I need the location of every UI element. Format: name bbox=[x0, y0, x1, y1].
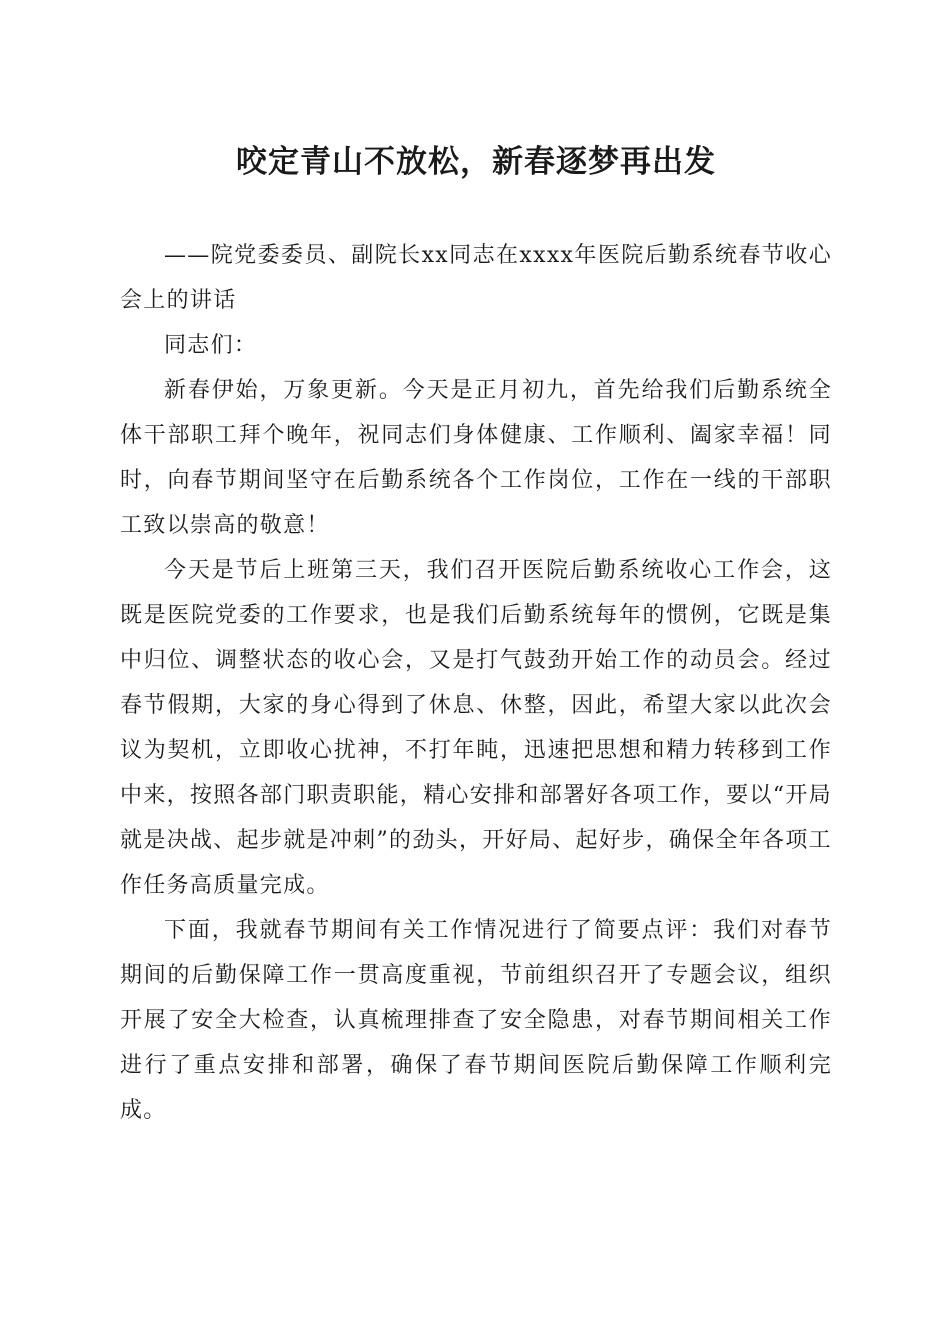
salutation: 同志们： bbox=[164, 333, 258, 358]
subtitle: ——院党委委员、副院长xx同志在xxxx年医院后勤系统春节收心会上的讲话 bbox=[120, 243, 832, 313]
paragraph: 今天是节后上班第三天，我们召开医院后勤系统收心工作会，这既是医院党委的工作要求，也是我们后勤系统每年的惯例，它既是集中归位、调整状态的收心会，又是打气鼓劲开始工作的动员会。经过春节假期，大家的身心得到了休息、休整，因此，希望大家以此次会议为契机，立即收心扰神，不打年盹，迅速把思想和精力转移到工作中来，按照各部门职责职能，精心安排和部署好各项工作，要以“开局就是决战、起步就是冲刺”的劲头，开好局、起好步，确保全年各项工作任务高质量完成。 bbox=[120, 558, 832, 898]
document-body bbox=[120, 233, 832, 1133]
paragraph: 下面，我就春节期间有关工作情况进行了简要点评：我们对春节期间的后勤保障工作一贯高度重视，节前组织召开了专题会议，组织开展了安全大检查，认真梳理排查了安全隐患，对春节期间相关工作进行了重点安排和部署，确保了春节期间医院后勤保障工作顺利完成。 bbox=[120, 918, 832, 1123]
paragraph: 新春伊始，万象更新。今天是正月初九，首先给我们后勤系统全体干部职工拜个晚年，祝同志们身体健康、工作顺利、阖家幸福！同时，向春节期间坚守在后勤系统各个工作岗位，工作在一线的干部职工致以崇高的敬意！ bbox=[120, 378, 832, 538]
document-page bbox=[120, 0, 832, 1133]
document-title: 咬定青山不放松，新春逐梦再出发 bbox=[236, 144, 716, 180]
